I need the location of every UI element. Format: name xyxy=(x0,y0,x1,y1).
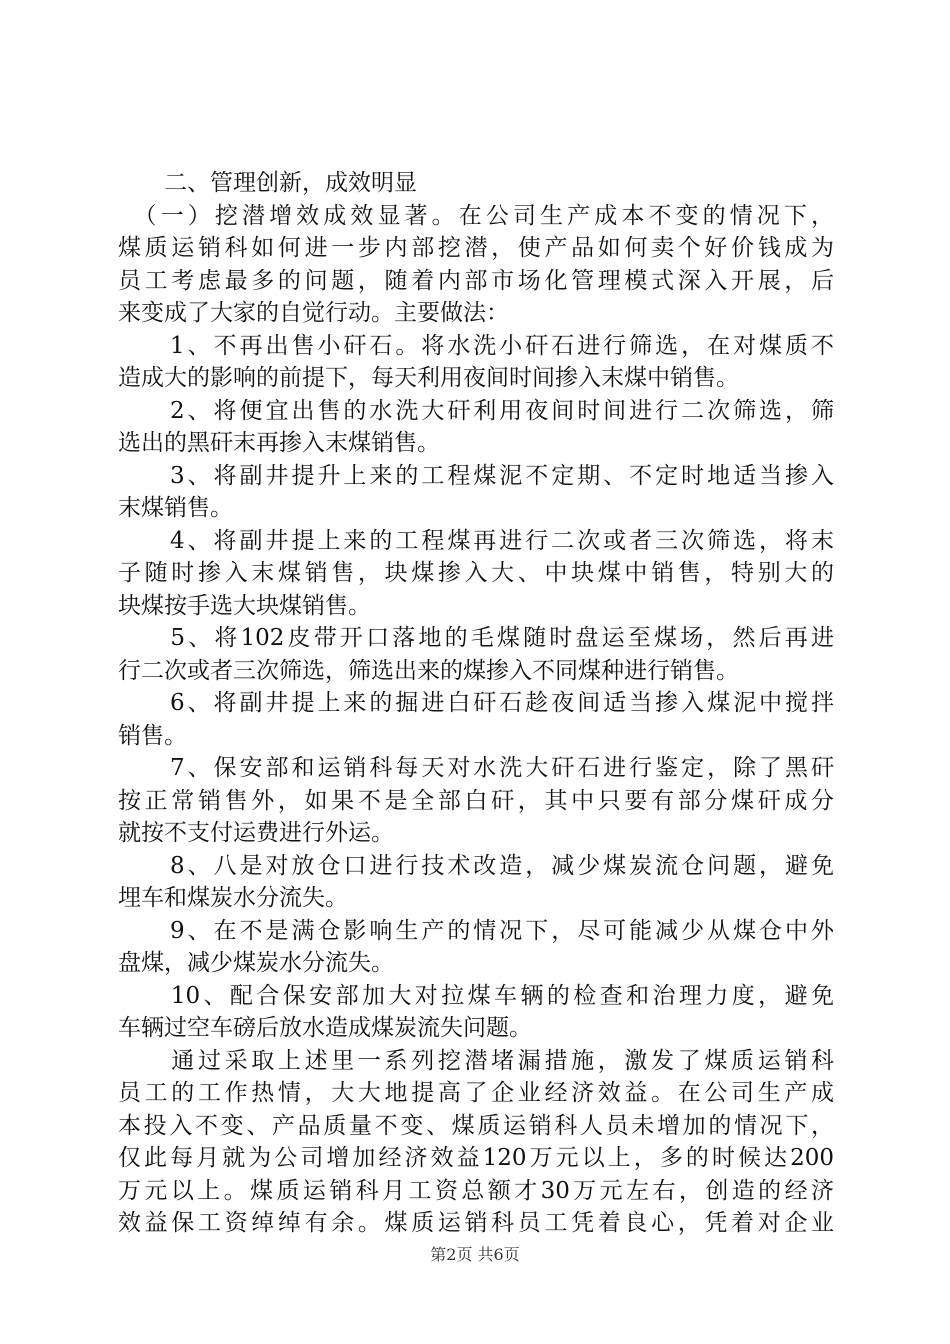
text-line: 埋车和煤炭水分流失。 xyxy=(118,885,348,911)
page-footer: 第2页 共6页 xyxy=(430,1245,520,1264)
text-line: （一）挖潜增效成效显著。在公司生产成本不变的情况下， xyxy=(118,202,834,229)
text-line: 销售。 xyxy=(118,722,187,749)
text-line: 二、管理创新，成效明显 xyxy=(118,170,417,196)
text-line: 就按不支付运费进行外运。 xyxy=(118,820,394,846)
text-line: 车辆过空车磅后放水造成煤炭流失问题。 xyxy=(118,1015,532,1041)
text-line: 3、将副井提升上来的工程煤泥不定期、不定时地适当掺入 xyxy=(118,462,834,489)
text-line: 末煤销售。 xyxy=(118,495,233,521)
text-line: 8、八是对放仓口进行技术改造，减少煤炭流仓问题，避免 xyxy=(118,852,834,879)
text-line: 块煤按手选大块煤销售。 xyxy=(118,592,371,619)
text-line: 4、将副井提上来的工程煤再进行二次或者三次筛选，将末 xyxy=(118,527,834,554)
text-line: 子随时掺入末煤销售，块煤掺入大、中块煤中销售，特别大的 xyxy=(118,560,834,586)
text-line: 通过采取上述里一系列挖潜堵漏措施，激发了煤质运销科 xyxy=(118,1047,834,1074)
text-line: 2、将便宜出售的水洗大矸利用夜间时间进行二次筛选，筛 xyxy=(118,397,834,424)
text-line: 盘煤，减少煤炭水分流失。 xyxy=(118,950,394,976)
text-line: 员工考虑最多的问题，随着内部市场化管理模式深入开展，后 xyxy=(118,267,834,294)
text-line: 来变成了大家的自觉行动。主要做法： xyxy=(118,300,509,326)
text-line: 员工的工作热情，大大地提高了企业经济效益。在公司生产成 xyxy=(118,1080,834,1106)
text-line: 按正常销售外，如果不是全部白矸，其中只要有部分煤矸成分 xyxy=(118,787,834,814)
text-line: 选出的黑矸末再掺入末煤销售。 xyxy=(118,430,440,456)
text-line: 本投入不变、产品质量不变、煤质运销科人员未增加的情况下， xyxy=(118,1112,834,1139)
text-line: 9、在不是满仓影响生产的情况下，尽可能减少从煤仓中外 xyxy=(118,917,834,944)
text-line: 煤质运销科如何进一步内部挖潜，使产品如何卖个好价钱成为 xyxy=(118,235,834,261)
document-body xyxy=(118,167,834,1240)
text-line: 万元以上。煤质运销科月工资总额才30万元左右，创造的经济 xyxy=(118,1177,834,1204)
text-line: 7、保安部和运销科每天对水洗大矸石进行鉴定，除了黑矸 xyxy=(118,755,834,781)
text-line: 6、将副井提上来的掘进白矸石趁夜间适当掺入煤泥中搅拌 xyxy=(118,690,834,716)
text-line: 10、配合保安部加大对拉煤车辆的检查和治理力度，避免 xyxy=(118,982,834,1009)
text-line: 仅此每月就为公司增加经济效益120万元以上，多的时候达200 xyxy=(118,1145,834,1171)
text-line: 5、将102皮带开口落地的毛煤随时盘运至煤场，然后再进 xyxy=(118,625,834,651)
text-line: 效益保工资绰绰有余。煤质运销科员工凭着良心，凭着对企业 xyxy=(118,1210,834,1236)
text-line: 1、不再出售小矸石。将水洗小矸石进行筛选，在对煤质不 xyxy=(118,332,834,359)
text-line: 造成大的影响的前提下，每天利用夜间时间掺入末煤中销售。 xyxy=(118,365,739,391)
text-line: 行二次或者三次筛选，筛选出来的煤掺入不同煤种进行销售。 xyxy=(118,657,739,684)
